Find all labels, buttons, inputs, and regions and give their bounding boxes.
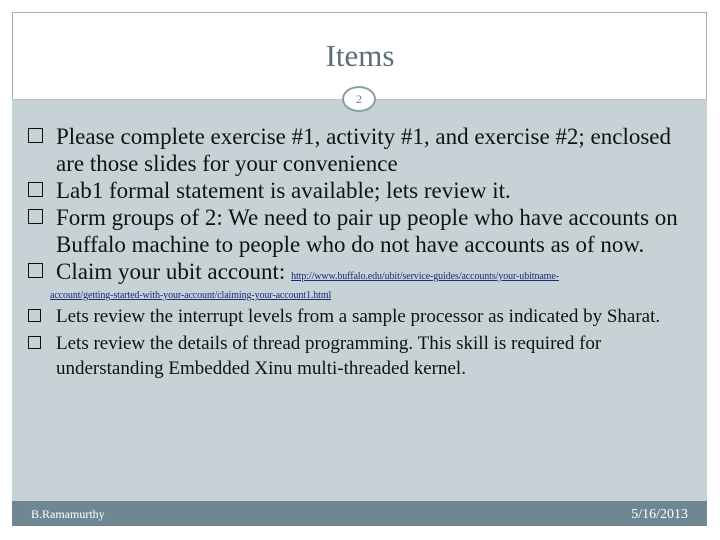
bullet-text: Lets review the details of thread programming. This skill is required for understanding Embedded Xinu multi-threaded kernel. bbox=[56, 333, 602, 379]
bullet-text: Lab1 formal statement is available; lets review it. bbox=[56, 178, 511, 203]
page-number-badge bbox=[342, 86, 376, 112]
bullet-box-icon bbox=[28, 263, 43, 278]
bullet-list bbox=[24, 123, 699, 381]
bullet-text: Form groups of 2: We need to pair up people who have accounts on Buffalo machine to people who do not have accounts as of now. bbox=[56, 205, 678, 257]
bullet-box-icon bbox=[28, 336, 41, 349]
footer-author: B.Ramamurthy bbox=[31, 507, 105, 521]
bullet-box-icon bbox=[28, 209, 43, 224]
bullet-item bbox=[24, 331, 699, 381]
bullet-item bbox=[24, 258, 699, 302]
bullet-item bbox=[24, 177, 699, 204]
ubit-link-part2[interactable]: account/getting-started-with-your-account/claiming-your-account1.html bbox=[50, 290, 332, 301]
bullet-item bbox=[24, 304, 699, 329]
bullet-text: Lets review the interrupt levels from a sample processor as indicated by Sharat. bbox=[56, 306, 661, 327]
bullet-box-icon bbox=[28, 182, 43, 197]
footer-date: 5/16/2013 bbox=[631, 507, 688, 522]
bullet-box-icon bbox=[28, 309, 41, 322]
bullet-box-icon bbox=[28, 128, 43, 143]
bullet-item bbox=[24, 204, 699, 258]
ubit-link-part1[interactable]: http://www.buffalo.edu/ubit/service-guides/accounts/your-ubitname- bbox=[291, 271, 559, 282]
footer-bar bbox=[12, 501, 707, 526]
bullet-item bbox=[24, 123, 699, 177]
bullet-text: Please complete exercise #1, activity #1, and exercise #2; enclosed are those slides for your convenience bbox=[56, 124, 672, 176]
bullet-text: Claim your ubit account: bbox=[56, 259, 286, 284]
slide-title: Items bbox=[325, 38, 395, 73]
page-number: 2 bbox=[356, 91, 362, 106]
